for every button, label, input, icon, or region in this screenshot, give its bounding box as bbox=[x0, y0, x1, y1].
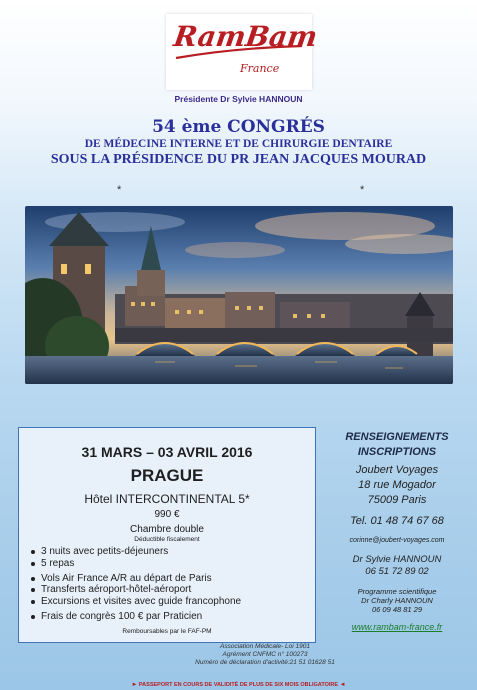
list-item: Excursions et visites avec guide francophone bbox=[31, 596, 311, 608]
contact-person: Dr Sylvie HANNOUN bbox=[352, 554, 442, 565]
agency-phone: Tel. 01 48 74 67 68 bbox=[350, 515, 444, 527]
congress-subtitle-specialties: DE MÉDECINE INTERNE ET DE CHIRURGIE DENTAIRE bbox=[84, 138, 393, 150]
contact-heading: RENSEIGNEMENTS bbox=[345, 431, 449, 443]
logo-brand: RamBam bbox=[171, 20, 320, 53]
legal-line: Numéro de déclaration d'activité:21 51 01628 51 bbox=[195, 659, 335, 666]
star-left: * bbox=[117, 184, 122, 196]
event-features-list bbox=[31, 546, 311, 623]
event-dates: 31 MARS – 03 AVRIL 2016 bbox=[81, 444, 253, 460]
email-link[interactable]: corinne@joubert-voyages.com bbox=[349, 537, 445, 544]
star-right: * bbox=[360, 184, 365, 196]
list-item: Vols Air France A/R au départ de Paris bbox=[31, 573, 311, 585]
event-hotel: Hôtel INTERCONTINENTAL 5* bbox=[84, 492, 250, 506]
list-item: 3 nuits avec petits-déjeuners bbox=[31, 546, 311, 558]
congress-subtitle-presidency: SOUS LA PRÉSIDENCE DU PR JEAN JACQUES MOURAD bbox=[50, 152, 427, 167]
legal-line: Association Médicale- Loi 1901 bbox=[220, 643, 310, 650]
event-deductible-note: Déductible fiscalement bbox=[134, 536, 200, 543]
passport-notice bbox=[0, 682, 477, 688]
agency-name: Joubert Voyages bbox=[355, 464, 439, 476]
president-line: Présidente Dr Sylvie HANNOUN bbox=[174, 94, 303, 104]
logo-sub: France bbox=[240, 62, 280, 75]
event-city: PRAGUE bbox=[130, 466, 204, 485]
agency-city: 75009 Paris bbox=[367, 494, 427, 506]
logo bbox=[166, 14, 320, 90]
event-room: Chambre double bbox=[130, 524, 204, 535]
passport-text: PASSEPORT EN COURS DE VALIDITÉ DE PLUS DE SIX MOIS OBLIGATOIRE bbox=[138, 682, 339, 688]
arrow-left-icon: ◄ bbox=[339, 682, 346, 688]
congress-title: 54 ème CONGRÉS bbox=[152, 117, 325, 137]
list-item: Transferts aéroport-hôtel-aéroport bbox=[31, 584, 311, 596]
contact-heading: INSCRIPTIONS bbox=[357, 446, 437, 458]
scientific-phone: 06 09 48 81 29 bbox=[371, 605, 423, 614]
scientific-person: Dr Charly HANNOUN bbox=[361, 596, 433, 605]
contact-person-phone: 06 51 72 89 02 bbox=[365, 566, 429, 577]
legal-line: Agrément CNFMC n° 100273 bbox=[222, 651, 308, 658]
reimbursable-note: Remboursables par le FAF-PM bbox=[122, 628, 212, 635]
scientific-label: Programme scientifique bbox=[357, 587, 437, 596]
arrow-right-icon: ► bbox=[131, 682, 138, 688]
website-link[interactable]: www.rambam-france.fr bbox=[351, 622, 443, 632]
prague-photo bbox=[25, 206, 453, 384]
event-price: 990 € bbox=[154, 509, 180, 520]
contact-panel bbox=[318, 430, 476, 632]
legal-notice bbox=[150, 643, 380, 667]
list-item: 5 repas bbox=[31, 558, 311, 570]
logo-swoosh-icon bbox=[174, 44, 304, 64]
event-info-box bbox=[18, 427, 316, 643]
list-item: Frais de congrès 100 € par Praticien bbox=[31, 611, 311, 623]
agency-street: 18 rue Mogador bbox=[358, 479, 436, 491]
